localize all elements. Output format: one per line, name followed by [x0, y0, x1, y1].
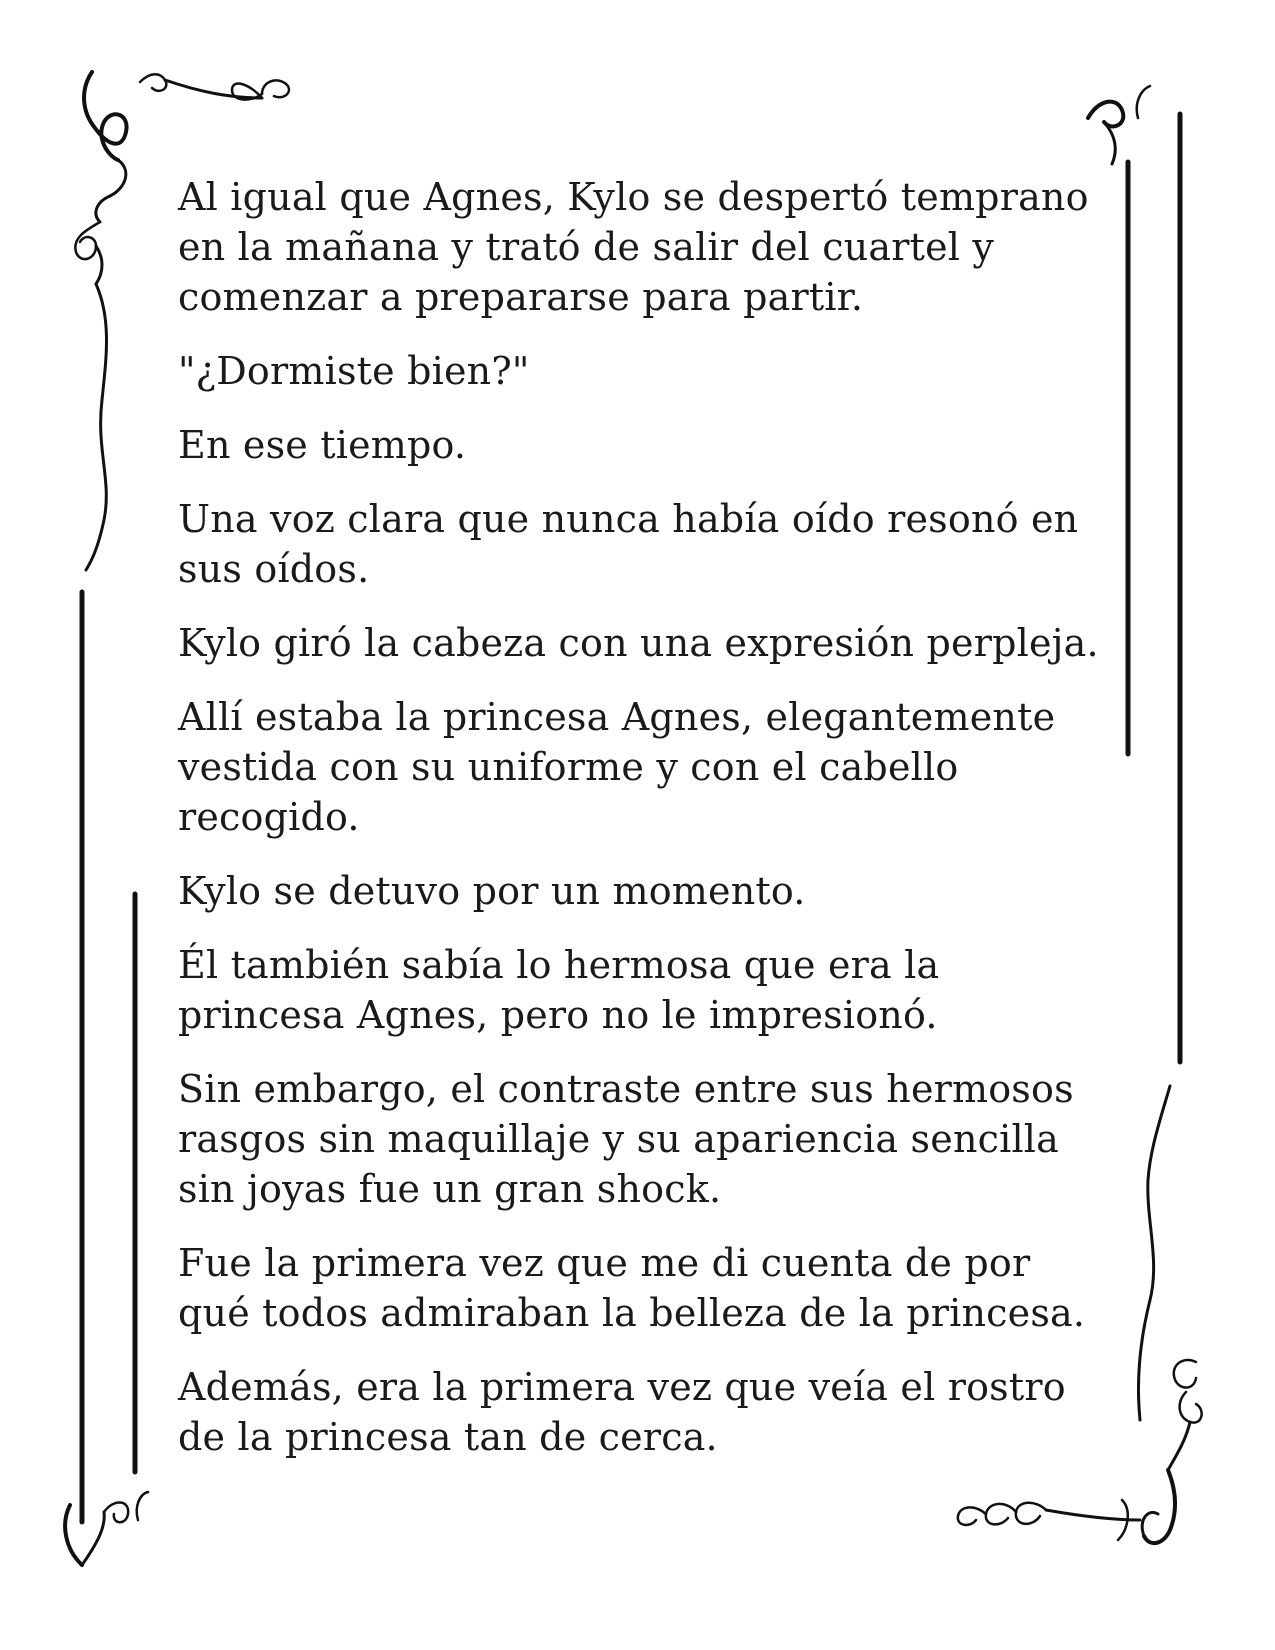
page-text	[178, 172, 1108, 1486]
top-right-flourish-icon	[1088, 86, 1150, 164]
paragraph: Sin embargo, el contraste entre sus hermosos rasgos sin maquillaje y su apariencia sencilla sin joyas fue un gran shock.	[178, 1067, 1074, 1211]
paragraph: Además, era la primera vez que veía el rostro de la princesa tan de cerca.	[178, 1365, 1066, 1459]
paragraph: Fue la primera vez que me di cuenta de por qué todos admiraban la belleza de la princesa.	[178, 1241, 1086, 1335]
paragraph: Al igual que Agnes, Kylo se despertó temprano en la mañana y trató de salir del cuartel y comenzar a prepararse para partir.	[178, 175, 1089, 319]
paragraph: Allí estaba la princesa Agnes, elegantemente vestida con su uniforme y con el cabello recogido.	[178, 695, 1056, 839]
right-wave-line	[1138, 1086, 1170, 1420]
paragraph: Kylo giró la cabeza con una expresión perpleja.	[178, 621, 1099, 665]
paragraph: Él también sabía lo hermosa que era la princesa Agnes, pero no le impresionó.	[178, 943, 940, 1037]
bottom-left-flourish-icon	[65, 1492, 148, 1565]
paragraph: "¿Dormiste bien?"	[178, 349, 530, 393]
left-wave-line	[86, 284, 107, 570]
paragraph: En ese tiempo.	[178, 423, 467, 467]
paragraph: Kylo se detuvo por un momento.	[178, 869, 806, 913]
paragraph: Una voz clara que nunca había oído resonó en sus oídos.	[178, 497, 1079, 591]
